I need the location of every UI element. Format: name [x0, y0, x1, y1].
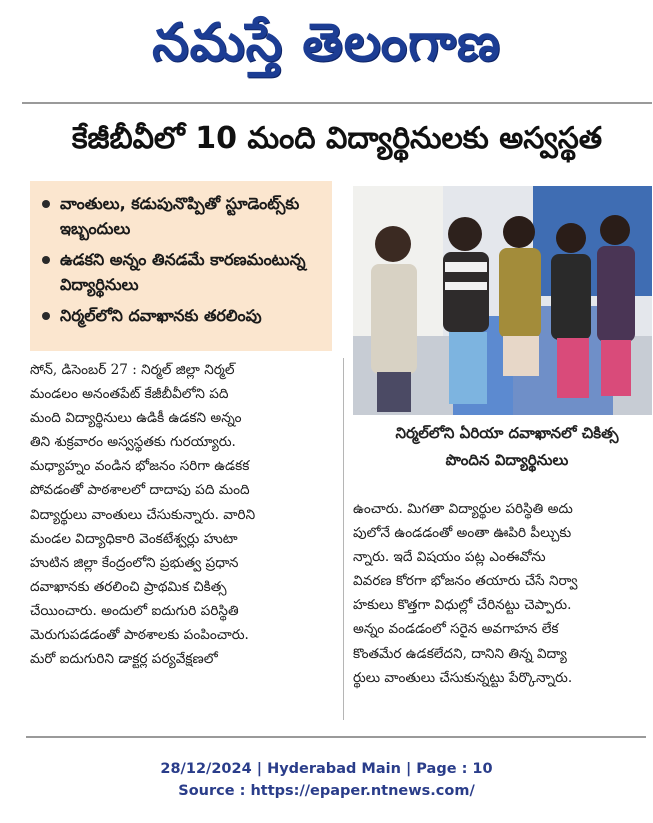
- body-line: వివరణ కోరగా భోజనం తయారు చేసే నిర్వా: [353, 573, 578, 590]
- newspaper-logo: నమస్తే తెలంగాణ: [152, 13, 501, 73]
- body-line: హకులు కొత్తగా విధుల్లో చేరినట్టు చెప్పారు.: [353, 597, 572, 614]
- edition-info: 28/12/2024 | Hyderabad Main | Page : 10: [160, 761, 493, 777]
- article-body-right: [353, 497, 652, 719]
- body-line: మధ్యాహ్నం వండిన భోజనం సరిగా ఉడకక: [30, 458, 250, 475]
- body-line: ర్థులు వాంతులు చేసుకున్నట్టు పేర్కొన్నారు.: [353, 669, 573, 686]
- body-line: మంది విద్యార్థినులు ఉడికీ ఉడకని అన్నం: [30, 410, 242, 427]
- body-line: పులోనే ఉండడంతో అంతా ఊపిరి పీల్చుకు: [353, 525, 572, 542]
- body-line: మండల విద్యాధికారి వెంకటేశ్వర్లు హుటా: [30, 530, 238, 547]
- highlight-text: నిర్మల్‌లోని దవాఖానకు తరలింపు: [60, 306, 262, 325]
- highlight-item: [40, 303, 324, 328]
- body-line: విద్యార్థులు వాంతులు చేసుకున్నారు. వారిని: [30, 506, 256, 523]
- body-line: తిని శుక్రవారం అస్వస్థతకు గురయ్యారు.: [30, 434, 236, 451]
- bottom-divider: [26, 736, 646, 738]
- source-link[interactable]: Source : https://epaper.ntnews.com/: [178, 783, 475, 799]
- body-line: సోన్, డిసెంబర్ 27 : నిర్మల్ జిల్లా నిర్మల్: [30, 362, 235, 378]
- bullet-icon: [42, 200, 50, 208]
- body-line: ఉంచారు. మిగతా విద్యార్థుల పరిస్థితి అదు: [353, 501, 573, 517]
- photo-caption: నిర్మల్‌లోని ఏరియా దవాఖానలో చికిత్స పొందిన విద్యార్థినులు: [395, 424, 619, 469]
- body-line: మెరుగుపడడంతో పాఠశాలకు పంపించారు.: [30, 627, 249, 644]
- body-line: దవాఖానకు తరలించి ప్రాథమిక చికిత్స: [30, 578, 227, 595]
- body-line: మరో ఐదుగురిని డాక్టర్ల పర్యవేక్షణలో: [30, 651, 218, 668]
- students-photo-illustration: [353, 186, 652, 415]
- page-footer: [0, 758, 653, 802]
- masthead: [0, 0, 653, 100]
- body-line: చేయించారు. అందులో ఐదుగురి పరిస్థితి: [30, 602, 239, 619]
- top-divider: [22, 102, 652, 104]
- highlight-text: ఉడకని అన్నం తినడమే కారణమంటున్న విద్యార్థినులు: [60, 250, 306, 294]
- body-line: న్నారు. ఇదే విషయం పట్ల ఎంఈవోను: [353, 549, 546, 566]
- highlight-item: [40, 247, 324, 297]
- highlights-box: [30, 181, 332, 351]
- article-body-left: [30, 358, 334, 718]
- body-line: హుటిన జిల్లా కేంద్రంలోని ప్రభుత్వ ప్రధాన: [30, 554, 239, 571]
- column-divider: [343, 358, 344, 720]
- body-line: పోవడంతో పాఠశాలలో దాదాపు పది మంది: [30, 482, 250, 499]
- body-line: కొంతమేర ఉడకలేదని, దానిని తిన్న విద్యా: [353, 645, 567, 662]
- body-line: మండలం అనంతపేట్ కేజీబీవీలోని పది: [30, 386, 229, 403]
- body-line: అన్నం వండడంలో సరైన అవగాహన లేక: [353, 621, 559, 638]
- highlight-text: వాంతులు, కడుపునొప్పితో స్టూడెంట్స్‌కు ఇబ్బందులు: [60, 194, 300, 238]
- bullet-icon: [42, 256, 50, 264]
- highlight-item: [40, 191, 324, 241]
- article-headline: కేజీబీవీలో 10 మంది విద్యార్థినులకు అస్వస్థత: [71, 121, 603, 156]
- news-photo: [353, 186, 652, 415]
- bullet-icon: [42, 312, 50, 320]
